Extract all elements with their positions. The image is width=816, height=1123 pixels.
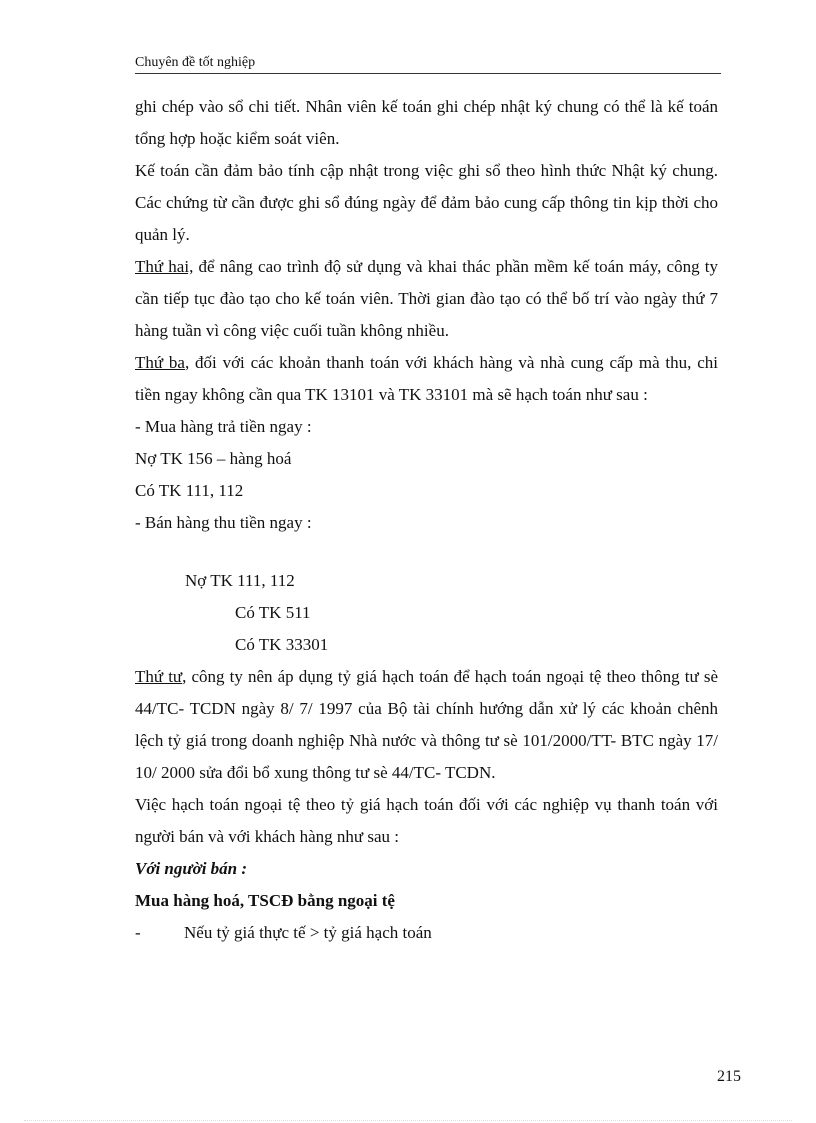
entry-line-1: - Mua hàng trả tiền ngay : [135, 417, 312, 436]
label-thu-ba: Thứ ba [135, 353, 185, 372]
paragraph-6: Việc hạch toán ngoại tệ theo tỷ giá hạch toán đối với các nghiệp vụ thanh toán với người bán và với khách hàng như sau : [135, 795, 718, 846]
paragraph-5-text: , công ty nên áp dụng tỷ giá hạch toán để hạch toán ngoại tệ theo thông tư sè 44/TC- TCDN ngày 8/ 7/ 1997 của Bộ tài chính hướng dẫn xử lý các khoản chênh lệch tỷ giá trong doanh nghiệp Nhà nước và thông tư sè 101/2000/TT- BTC ngày 17/ 10/ 2000 sửa đổi bổ xung thông tư sè 44/TC- TCDN. [135, 667, 718, 782]
paragraph-4 [135, 347, 718, 411]
paragraph-3-text: để nâng cao trình độ sử dụng và khai thác phần mềm kế toán máy, công ty cần tiếp tục đào tạo cho kế toán viên. Thời gian đào tạo có thể bố trí vào ngày thứ 7 hàng tuần vì công việc cuối tuần không nhiều. [135, 257, 719, 340]
paragraph-2: Kế toán cần đảm bảo tính cập nhật trong việc ghi sổ theo hình thức Nhật ký chung. Các chứng từ cần được ghi sổ đúng ngày để đảm bảo cung cấp thông tin kịp thời cho quản lý. [135, 161, 718, 244]
heading-nguoi-ban: Với người bán : [135, 859, 248, 878]
page-bottom-divider [24, 1120, 792, 1121]
entry-line-5: Nợ TK 111, 112 [185, 571, 295, 590]
bullet-item [135, 917, 718, 949]
paragraph-3 [135, 251, 718, 347]
spacer [135, 539, 718, 565]
entry-line-4: - Bán hàng thu tiền ngay : [135, 513, 312, 532]
bullet-dash: - [135, 923, 141, 942]
label-thu-hai: Thứ hai, [135, 257, 194, 276]
paragraph-4-text: , đối với các khoản thanh toán với khách hàng và nhà cung cấp mà thu, chi tiền ngay không cần qua TK 13101 và TK 33101 mà sẽ hạch toán như sau : [135, 353, 718, 404]
entry-line-2: Nợ TK 156 – hàng hoá [135, 449, 292, 468]
paragraph-5 [135, 661, 718, 789]
entry-line-7: Có TK 33301 [235, 635, 329, 654]
entry-line-6: Có TK 511 [235, 603, 311, 622]
paragraph-1: ghi chép vào sổ chi tiết. Nhân viên kế toán ghi chép nhật ký chung có thể là kế toán tổng hợp hoặc kiểm soát viên. [135, 97, 718, 148]
page-header: Chuyên đề tốt nghiệp [135, 54, 721, 74]
heading-mua-hang: Mua hàng hoá, TSCĐ bằng ngoại tệ [135, 891, 395, 910]
label-thu-tu: Thứ tư [135, 667, 183, 686]
page-number: 215 [717, 1068, 741, 1085]
document-body [135, 91, 718, 949]
entry-line-3: Có TK 111, 112 [135, 481, 244, 500]
bullet-text: Nếu tỷ giá thực tế > tỷ giá hạch toán [184, 923, 432, 942]
